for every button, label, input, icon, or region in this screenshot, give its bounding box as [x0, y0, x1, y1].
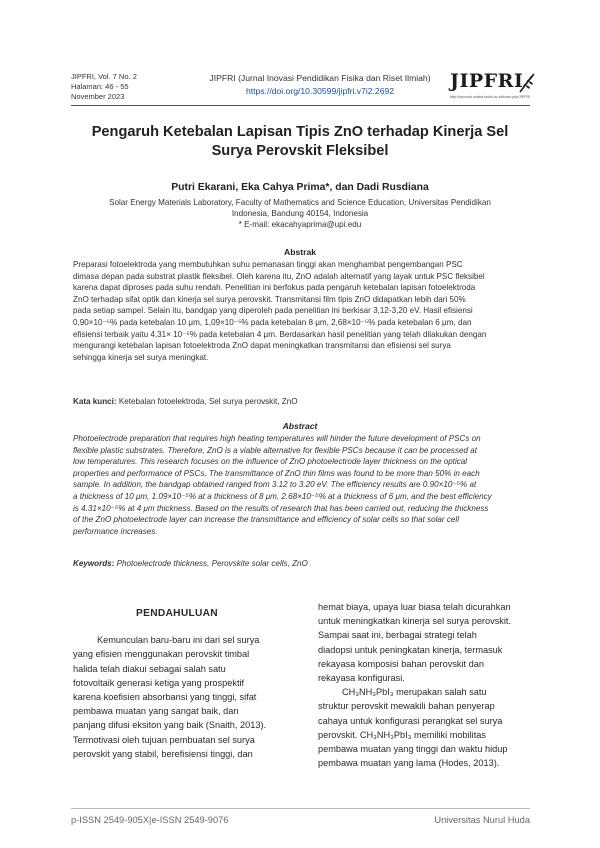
footer-institution: Universitas Nurul Huda — [434, 815, 530, 825]
body-line: CH₃NH₃PbI₃ merupakan salah satu — [342, 687, 487, 698]
volume-line: JIPFRI, Vol. 7 No. 2 — [71, 72, 137, 81]
footer-issn: p-ISSN 2549-905X|e-ISSN 2549-9076 — [71, 815, 229, 825]
body-line: struktur perovskit mewakili bahan penyerap — [318, 701, 495, 712]
body-line: Sampai saat ini, berbagai strategi telah — [318, 630, 477, 641]
body-line: rekayasa komposisi bahan perovskit dan — [318, 658, 484, 669]
paper-authors: Putri Ekarani, Eka Cahya Prima*, dan Dadi Rusdiana — [171, 182, 429, 193]
abstrak-line: dimasa depan pada substrat plastik fleksibel. Oleh karena itu, ZnO adalah alternatif yang layak untuk PSC fleksibel — [73, 271, 485, 281]
body-line: fotovoltaik generasi ketiga yang prospektif — [73, 677, 245, 688]
body-column-left — [73, 597, 281, 761]
body-line: yang efisien menggunakan perovskit timbal — [73, 649, 250, 660]
abstrak-line: mengurangi ketebalan lapisan fotoelektroda ZnO dapat meningkatkan transmitansi dan efisiensi sel surya — [73, 341, 451, 351]
pages-line: Halaman: 46 - 55 — [71, 82, 129, 91]
abstrak-line: karena dapat diproses pada suhu rendah. Penelitian ini berfokus pada pengaruh ketebalan lapisan fotoelektroda — [73, 283, 476, 293]
abstract-line: flexible plastic substrates. Therefore, ZnO is a viable alternative for flexible PSCs because it can be processed at — [73, 445, 477, 455]
paper-title: Pengaruh Ketebalan Lapisan Tipis ZnO terhadap Kinerja Sel Surya Perovskit Fleksibel — [91, 124, 509, 159]
kata-kunci — [73, 397, 528, 406]
header-divider — [71, 105, 530, 106]
body-line: panjang difusi eksiton yang baik (Snaith, 2013). — [73, 720, 267, 731]
body-line: pembawa muatan yang tinggi dan waktu hidup — [318, 744, 508, 755]
date-line: November 2023 — [71, 92, 125, 101]
body-line: Termotivasi oleh tujuan pembuatan sel surya — [73, 734, 255, 745]
abstrak-line: Preparasi fotoelektroda yang membutuhkan suhu pemanasan tinggi akan menghambat pengembangan PSC — [73, 260, 463, 269]
abstract-body — [73, 433, 528, 537]
wheat-icon — [516, 72, 538, 94]
affiliation-line-1: Solar Energy Materials Laboratory, Faculty of Mathematics and Science Education, Universitas Pendidikan — [109, 198, 491, 207]
abstract-line: properties and performance of PSCs. The transmittance of ZnO thin films was found to be more than 50% in each — [73, 468, 480, 478]
abstract-line: Photoelectrode preparation that requires high heating temperatures will hinder the future development of PSCs on — [73, 434, 481, 443]
keywords-value: Photoelectrode thickness, Perovskite solar cells, ZnO — [114, 559, 308, 568]
body-column-right — [318, 600, 528, 770]
body-line: perovskit yang stabil, berefisiensi tinggi, dan — [73, 748, 253, 759]
body-line: karena koefisien absorbansi yang tinggi, sifat — [73, 692, 257, 703]
abstract-line: of the ZnO photoelectrode layer can increase the transmittance and efficiency of solar cells so that solar cell — [73, 515, 460, 525]
keywords-label: Keywords: — [73, 559, 115, 568]
logo-text: JIPFRI — [450, 70, 524, 92]
body-line: hemat biaya, upaya luar biasa telah dicurahkan — [318, 602, 511, 612]
body-line: untuk meningkatkan kinerja sel surya perovskit. — [318, 616, 512, 627]
journal-issue-info — [71, 72, 137, 102]
journal-header-center — [190, 72, 450, 98]
body-line: cahaya untuk konfigurasi perangkat sel surya — [318, 715, 503, 726]
body-line: halida telah diakui sebagai salah satu — [73, 663, 226, 674]
abstract-line: low temperatures. This research focuses on the influence of ZnO photoelectrode layer thickness on the optical — [73, 457, 468, 467]
corresponding-email: * E-mail: ekacahyaprima@upi.edu — [238, 220, 362, 229]
abstract-line: is 4.31×10⁻⁵% at 4 μm thickness. Based on the results of research that has been carried out, reducing the thickness — [73, 503, 489, 513]
journal-name: JIPFRI (Jurnal Inovasi Pendidikan Fisika dan Riset Ilmiah) — [209, 73, 431, 83]
body-line: diadopsi untuk peningkatan kinerja, termasuk — [318, 644, 503, 655]
abstract-line: a thickness of 10 μm, 1.09×10⁻⁵% at a thickness of 8 μm, 2.68×10⁻⁵% at a thickness of 6 μm, and the best efficiency — [73, 491, 492, 501]
journal-logo — [448, 70, 538, 110]
section-heading-pendahuluan: PENDAHULUAN — [136, 608, 218, 619]
body-line: rekayasa konfigurasi. — [318, 673, 405, 684]
body-line: pembawa muatan yang sangat baik, dan — [73, 706, 239, 717]
affiliation — [80, 197, 520, 230]
abstrak-line: ZnO terhadap sifat optik dan kinerja sel surya perovskit. Transmitansi film tipis ZnO didapatkan lebih dari 50% — [73, 294, 466, 304]
affiliation-line-2: Indonesia, Bandung 40154, Indonesia — [231, 209, 369, 218]
abstrak-line: efisiensi terbaik yaitu 4,31× 10⁻⁵% pada ketebalan 4 μm. Berdasarkan hasil penelitian yang telah dilakukan dengan — [73, 329, 487, 339]
abstrak-line: sehingga kinerja sel surya meningkat. — [73, 352, 209, 362]
abstract-heading: Abstract — [282, 421, 318, 431]
kata-kunci-value: Ketebalan fotoelektroda, Sel surya perovskit, ZnO — [116, 397, 298, 406]
kata-kunci-label: Kata kunci: — [73, 397, 117, 406]
body-line: Kemunculan baru-baru ini dari sel surya — [97, 635, 260, 646]
footer-divider — [71, 808, 530, 809]
doi-link[interactable]: https://doi.org/10.30599/jipfri.v7i2.2692 — [245, 86, 395, 96]
abstrak-line: 0,90×10⁻⁵% pada ketebalan 10 μm, 1,09×10⁻⁵% pada ketebalan 8 μm, 2,68×10⁻⁵% pada ketebalan 6 μm, dan — [73, 317, 472, 327]
abstract-line: performance increases. — [73, 526, 158, 536]
abstrak-line: pada setiap sampel. Selain itu, bandgap yang diperoleh pada penelitian ini berkisar 3,12-3,20 eV. Hasil efisiensi — [73, 306, 473, 316]
keywords — [73, 559, 528, 568]
abstrak-heading: Abstrak — [284, 247, 316, 257]
logo-subtext: http://ejournal.uniska-kediri.ac.id/index.php/JIPFRI — [450, 95, 531, 99]
abstrak-body — [73, 259, 528, 363]
body-line: pembawa muatan yang lama (Hodes, 2013). — [318, 758, 500, 769]
body-line: perovskit. CH₃NH₃PbI₃ memiliki mobilitas — [318, 729, 486, 740]
abstract-line: sample. In addition, the bandgap obtained ranged from 3.12 to 3.20 eV. The efficiency results are 0.90×10⁻⁵% at — [73, 480, 477, 490]
